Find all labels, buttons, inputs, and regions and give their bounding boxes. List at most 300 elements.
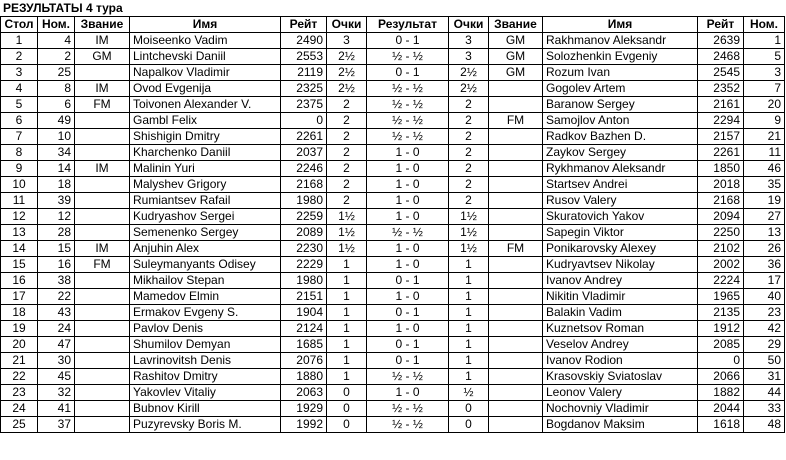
cell-board: 20 — [1, 337, 38, 353]
cell-rating-black: 2261 — [698, 145, 744, 161]
table-row — [1, 113, 785, 129]
cell-name: Pavlov Denis — [130, 321, 281, 337]
cell-number: 38 — [38, 273, 75, 289]
cell-number-black: 29 — [744, 337, 785, 353]
table-row — [1, 193, 785, 209]
table-row — [1, 257, 785, 273]
cell-points: 2 — [327, 177, 367, 193]
cell-points: 2 — [327, 113, 367, 129]
cell-title — [75, 321, 130, 337]
table-row — [1, 417, 785, 433]
cell-title: FM — [75, 97, 130, 113]
header-title-black: Звание — [489, 17, 543, 33]
cell-rating-black: 2002 — [698, 257, 744, 273]
cell-title — [75, 385, 130, 401]
cell-points-black: 1 — [449, 273, 489, 289]
cell-name-black: Ivanov Rodion — [543, 353, 698, 369]
cell-name: Mikhailov Stepan — [130, 273, 281, 289]
cell-number: 12 — [38, 209, 75, 225]
cell-name: Malyshev Grigory — [130, 177, 281, 193]
cell-number: 10 — [38, 129, 75, 145]
cell-points: 0 — [327, 401, 367, 417]
cell-result: ½ - ½ — [367, 49, 449, 65]
cell-points-black: 0 — [449, 401, 489, 417]
cell-points: 2½ — [327, 65, 367, 81]
cell-rating-black: 2157 — [698, 129, 744, 145]
cell-name: Suleymanyants Odisey — [130, 257, 281, 273]
cell-title — [75, 113, 130, 129]
cell-rating-black: 2085 — [698, 337, 744, 353]
cell-points-black: 1½ — [449, 225, 489, 241]
cell-board: 16 — [1, 273, 38, 289]
table-row — [1, 81, 785, 97]
cell-points-black: 1 — [449, 289, 489, 305]
cell-result: ½ - ½ — [367, 225, 449, 241]
cell-points: 2½ — [327, 49, 367, 65]
cell-board: 12 — [1, 209, 38, 225]
cell-points-black: 3 — [449, 33, 489, 49]
header-board: Стол — [1, 17, 38, 33]
cell-points: 1 — [327, 273, 367, 289]
cell-rating-black: 1882 — [698, 385, 744, 401]
cell-number-black: 40 — [744, 289, 785, 305]
cell-result: 1 - 0 — [367, 177, 449, 193]
cell-name: Moiseenko Vadim — [130, 33, 281, 49]
cell-points: 2 — [327, 145, 367, 161]
cell-points: 1 — [327, 321, 367, 337]
cell-number-black: 19 — [744, 193, 785, 209]
cell-rating: 2261 — [281, 129, 327, 145]
header-row — [1, 17, 785, 33]
cell-points: 1½ — [327, 241, 367, 257]
cell-title: IM — [75, 161, 130, 177]
cell-name-black: Skuratovich Yakov — [543, 209, 698, 225]
cell-number-black: 13 — [744, 225, 785, 241]
cell-number-black: 17 — [744, 273, 785, 289]
cell-result: 1 - 0 — [367, 241, 449, 257]
cell-name: Mamedov Elmin — [130, 289, 281, 305]
cell-board: 25 — [1, 417, 38, 433]
cell-number: 39 — [38, 193, 75, 209]
cell-result: 1 - 0 — [367, 209, 449, 225]
cell-points-black: 0 — [449, 417, 489, 433]
cell-number-black: 5 — [744, 49, 785, 65]
cell-number: 2 — [38, 49, 75, 65]
cell-rating: 2229 — [281, 257, 327, 273]
cell-result: 0 - 1 — [367, 337, 449, 353]
cell-rating: 1904 — [281, 305, 327, 321]
cell-name-black: Zaykov Sergey — [543, 145, 698, 161]
cell-rating: 2151 — [281, 289, 327, 305]
cell-board: 23 — [1, 385, 38, 401]
cell-points: 2 — [327, 129, 367, 145]
cell-title-black — [489, 225, 543, 241]
cell-rating-black: 2161 — [698, 97, 744, 113]
cell-title — [75, 273, 130, 289]
cell-number-black: 48 — [744, 417, 785, 433]
cell-name: Gambl Felix — [130, 113, 281, 129]
cell-result: ½ - ½ — [367, 401, 449, 417]
cell-name: Ovod Evgenija — [130, 81, 281, 97]
cell-number-black: 20 — [744, 97, 785, 113]
cell-points-black: 2½ — [449, 65, 489, 81]
cell-name: Rumiantsev Rafail — [130, 193, 281, 209]
results-table — [0, 16, 785, 433]
cell-number-black: 9 — [744, 113, 785, 129]
cell-points-black: 2 — [449, 193, 489, 209]
cell-number-black: 27 — [744, 209, 785, 225]
cell-rating: 2119 — [281, 65, 327, 81]
cell-title — [75, 401, 130, 417]
cell-name-black: Gogolev Artem — [543, 81, 698, 97]
cell-points-black: 1 — [449, 353, 489, 369]
cell-number-black: 1 — [744, 33, 785, 49]
cell-name-black: Veselov Andrey — [543, 337, 698, 353]
cell-title-black — [489, 81, 543, 97]
cell-rating-black: 2168 — [698, 193, 744, 209]
cell-points-black: 1½ — [449, 241, 489, 257]
cell-rating: 2375 — [281, 97, 327, 113]
cell-rating: 1880 — [281, 369, 327, 385]
cell-board: 5 — [1, 97, 38, 113]
cell-title-black: GM — [489, 33, 543, 49]
cell-name: Kudryashov Sergei — [130, 209, 281, 225]
cell-rating: 1929 — [281, 401, 327, 417]
cell-number-black: 46 — [744, 161, 785, 177]
cell-name-black: Rakhmanov Aleksandr — [543, 33, 698, 49]
cell-rating: 2246 — [281, 161, 327, 177]
cell-title-black — [489, 417, 543, 433]
cell-title-black: FM — [489, 113, 543, 129]
cell-title — [75, 65, 130, 81]
cell-number: 6 — [38, 97, 75, 113]
header-points-black: Очки — [449, 17, 489, 33]
cell-rating-black: 2094 — [698, 209, 744, 225]
cell-number-black: 50 — [744, 353, 785, 369]
cell-points-black: 1 — [449, 305, 489, 321]
cell-rating-black: 2018 — [698, 177, 744, 193]
cell-title-black — [489, 97, 543, 113]
cell-name-black: Samojlov Anton — [543, 113, 698, 129]
cell-title — [75, 225, 130, 241]
cell-result: 1 - 0 — [367, 321, 449, 337]
cell-number-black: 33 — [744, 401, 785, 417]
cell-result: 0 - 1 — [367, 273, 449, 289]
cell-result: 1 - 0 — [367, 193, 449, 209]
cell-result: 0 - 1 — [367, 305, 449, 321]
cell-rating: 1980 — [281, 273, 327, 289]
cell-points: 1 — [327, 305, 367, 321]
table-row — [1, 401, 785, 417]
cell-rating: 2063 — [281, 385, 327, 401]
cell-rating: 1992 — [281, 417, 327, 433]
cell-points: 1½ — [327, 225, 367, 241]
cell-title — [75, 209, 130, 225]
cell-title: IM — [75, 33, 130, 49]
cell-points: 3 — [327, 33, 367, 49]
cell-points: 1 — [327, 257, 367, 273]
cell-number: 8 — [38, 81, 75, 97]
cell-title-black — [489, 289, 543, 305]
cell-result: 0 - 1 — [367, 65, 449, 81]
cell-points: 0 — [327, 385, 367, 401]
cell-board: 3 — [1, 65, 38, 81]
cell-number-black: 35 — [744, 177, 785, 193]
table-row — [1, 385, 785, 401]
cell-number: 16 — [38, 257, 75, 273]
cell-title-black — [489, 129, 543, 145]
cell-name-black: Rusov Valery — [543, 193, 698, 209]
cell-title — [75, 353, 130, 369]
cell-number: 37 — [38, 417, 75, 433]
cell-number: 28 — [38, 225, 75, 241]
cell-name-black: Kudryavtsev Nikolay — [543, 257, 698, 273]
cell-result: 1 - 0 — [367, 145, 449, 161]
table-row — [1, 289, 785, 305]
cell-board: 9 — [1, 161, 38, 177]
cell-title-black — [489, 193, 543, 209]
cell-points-black: ½ — [449, 385, 489, 401]
cell-rating: 2490 — [281, 33, 327, 49]
cell-board: 8 — [1, 145, 38, 161]
results-body — [1, 33, 785, 433]
cell-points: 0 — [327, 417, 367, 433]
cell-points: 2½ — [327, 81, 367, 97]
cell-number: 45 — [38, 369, 75, 385]
cell-name: Bubnov Kirill — [130, 401, 281, 417]
table-row — [1, 225, 785, 241]
cell-board: 19 — [1, 321, 38, 337]
cell-rating-black: 2066 — [698, 369, 744, 385]
cell-name-black: Ivanov Andrey — [543, 273, 698, 289]
cell-name: Anjuhin Alex — [130, 241, 281, 257]
cell-title — [75, 177, 130, 193]
cell-rating: 2168 — [281, 177, 327, 193]
cell-number: 18 — [38, 177, 75, 193]
cell-rating-black: 1965 — [698, 289, 744, 305]
cell-rating-black: 2294 — [698, 113, 744, 129]
cell-number-black: 44 — [744, 385, 785, 401]
table-row — [1, 65, 785, 81]
cell-rating-black: 2044 — [698, 401, 744, 417]
cell-board: 1 — [1, 33, 38, 49]
cell-number: 24 — [38, 321, 75, 337]
cell-board: 22 — [1, 369, 38, 385]
cell-title — [75, 145, 130, 161]
cell-rating: 2230 — [281, 241, 327, 257]
cell-points-black: 1 — [449, 321, 489, 337]
cell-result: ½ - ½ — [367, 129, 449, 145]
cell-rating-black: 2224 — [698, 273, 744, 289]
cell-number: 47 — [38, 337, 75, 353]
cell-title — [75, 305, 130, 321]
cell-number: 15 — [38, 241, 75, 257]
cell-rating: 2325 — [281, 81, 327, 97]
cell-number: 34 — [38, 145, 75, 161]
cell-name: Shishigin Dmitry — [130, 129, 281, 145]
cell-number: 30 — [38, 353, 75, 369]
cell-points: 2 — [327, 161, 367, 177]
table-row — [1, 129, 785, 145]
cell-board: 6 — [1, 113, 38, 129]
cell-title: GM — [75, 49, 130, 65]
table-row — [1, 353, 785, 369]
cell-title-black — [489, 305, 543, 321]
cell-result: 1 - 0 — [367, 385, 449, 401]
cell-number-black: 31 — [744, 369, 785, 385]
cell-rating-black: 2352 — [698, 81, 744, 97]
cell-name: Napalkov Vladimir — [130, 65, 281, 81]
cell-name-black: Sapegin Viktor — [543, 225, 698, 241]
header-rating: Рейт — [281, 17, 327, 33]
header-name-black: Имя — [543, 17, 698, 33]
cell-rating: 2089 — [281, 225, 327, 241]
cell-title-black — [489, 401, 543, 417]
cell-board: 21 — [1, 353, 38, 369]
cell-number: 49 — [38, 113, 75, 129]
header-number: Ном. — [38, 17, 75, 33]
cell-title-black: GM — [489, 49, 543, 65]
cell-number: 43 — [38, 305, 75, 321]
header-title: Звание — [75, 17, 130, 33]
cell-name-black: Bogdanov Maksim — [543, 417, 698, 433]
cell-name-black: Kuznetsov Roman — [543, 321, 698, 337]
cell-result: ½ - ½ — [367, 369, 449, 385]
cell-result: 0 - 1 — [367, 33, 449, 49]
cell-name-black: Krasovskiy Sviatoslav — [543, 369, 698, 385]
table-row — [1, 305, 785, 321]
table-row — [1, 49, 785, 65]
cell-points-black: 1½ — [449, 209, 489, 225]
cell-title-black — [489, 369, 543, 385]
cell-rating-black: 0 — [698, 353, 744, 369]
cell-points: 2 — [327, 193, 367, 209]
cell-rating: 2124 — [281, 321, 327, 337]
cell-rating: 2076 — [281, 353, 327, 369]
cell-name-black: Nochovniy Vladimir — [543, 401, 698, 417]
cell-points-black: 1 — [449, 257, 489, 273]
cell-result: 0 - 1 — [367, 353, 449, 369]
table-row — [1, 321, 785, 337]
cell-rating-black: 2102 — [698, 241, 744, 257]
cell-name-black: Rozum Ivan — [543, 65, 698, 81]
cell-rating-black: 2545 — [698, 65, 744, 81]
cell-result: ½ - ½ — [367, 97, 449, 113]
cell-points: 1 — [327, 289, 367, 305]
cell-title: IM — [75, 81, 130, 97]
cell-name-black: Ponikarovsky Alexey — [543, 241, 698, 257]
cell-name: Lintchevski Daniil — [130, 49, 281, 65]
cell-number-black: 23 — [744, 305, 785, 321]
cell-name-black: Rykhmanov Aleksandr — [543, 161, 698, 177]
cell-name: Yakovlev Vitaliy — [130, 385, 281, 401]
cell-result: 1 - 0 — [367, 257, 449, 273]
cell-board: 10 — [1, 177, 38, 193]
header-points: Очки — [327, 17, 367, 33]
cell-title-black — [489, 321, 543, 337]
cell-rating-black: 2135 — [698, 305, 744, 321]
cell-name-black: Baranow Sergey — [543, 97, 698, 113]
cell-rating-black: 2468 — [698, 49, 744, 65]
cell-result: ½ - ½ — [367, 81, 449, 97]
table-row — [1, 145, 785, 161]
cell-title-black — [489, 337, 543, 353]
cell-title-black — [489, 353, 543, 369]
cell-number-black: 21 — [744, 129, 785, 145]
cell-number-black: 36 — [744, 257, 785, 273]
cell-title — [75, 369, 130, 385]
header-number-black: Ном. — [744, 17, 785, 33]
cell-points-black: 2 — [449, 145, 489, 161]
cell-name: Semenenko Sergey — [130, 225, 281, 241]
cell-number-black: 26 — [744, 241, 785, 257]
cell-title — [75, 337, 130, 353]
cell-title — [75, 417, 130, 433]
cell-points: 2 — [327, 97, 367, 113]
cell-rating: 2553 — [281, 49, 327, 65]
cell-rating-black: 1912 — [698, 321, 744, 337]
cell-rating: 2259 — [281, 209, 327, 225]
cell-name: Ermakov Evgeny S. — [130, 305, 281, 321]
table-row — [1, 241, 785, 257]
cell-title: IM — [75, 241, 130, 257]
header-result: Результат — [367, 17, 449, 33]
cell-name: Shumilov Demyan — [130, 337, 281, 353]
cell-number-black: 11 — [744, 145, 785, 161]
cell-number-black: 3 — [744, 65, 785, 81]
cell-name-black: Balakin Vadim — [543, 305, 698, 321]
cell-rating-black: 1850 — [698, 161, 744, 177]
page-title: РЕЗУЛЬТАТЫ 4 тура — [3, 1, 123, 15]
cell-points-black: 2½ — [449, 81, 489, 97]
cell-title-black — [489, 257, 543, 273]
cell-number-black: 42 — [744, 321, 785, 337]
cell-board: 11 — [1, 193, 38, 209]
cell-name: Lavrinovitsh Denis — [130, 353, 281, 369]
cell-name-black: Leonov Valery — [543, 385, 698, 401]
header-name: Имя — [130, 17, 281, 33]
table-row — [1, 337, 785, 353]
cell-rating: 1685 — [281, 337, 327, 353]
cell-board: 4 — [1, 81, 38, 97]
cell-board: 18 — [1, 305, 38, 321]
cell-title-black — [489, 273, 543, 289]
cell-rating: 0 — [281, 113, 327, 129]
cell-board: 7 — [1, 129, 38, 145]
cell-board: 14 — [1, 241, 38, 257]
cell-points: 1 — [327, 353, 367, 369]
cell-board: 13 — [1, 225, 38, 241]
cell-rating-black: 1618 — [698, 417, 744, 433]
cell-points-black: 1 — [449, 369, 489, 385]
cell-name-black: Radkov Bazhen D. — [543, 129, 698, 145]
cell-board: 15 — [1, 257, 38, 273]
cell-result: ½ - ½ — [367, 113, 449, 129]
cell-name-black: Solozhenkin Evgeniy — [543, 49, 698, 65]
cell-points-black: 2 — [449, 129, 489, 145]
cell-points-black: 2 — [449, 161, 489, 177]
table-row — [1, 161, 785, 177]
cell-title — [75, 129, 130, 145]
cell-name: Rashitov Dmitry — [130, 369, 281, 385]
cell-number: 25 — [38, 65, 75, 81]
cell-title-black — [489, 161, 543, 177]
cell-result: ½ - ½ — [367, 417, 449, 433]
cell-rating: 1980 — [281, 193, 327, 209]
cell-title-black: GM — [489, 65, 543, 81]
table-row — [1, 177, 785, 193]
cell-number: 22 — [38, 289, 75, 305]
